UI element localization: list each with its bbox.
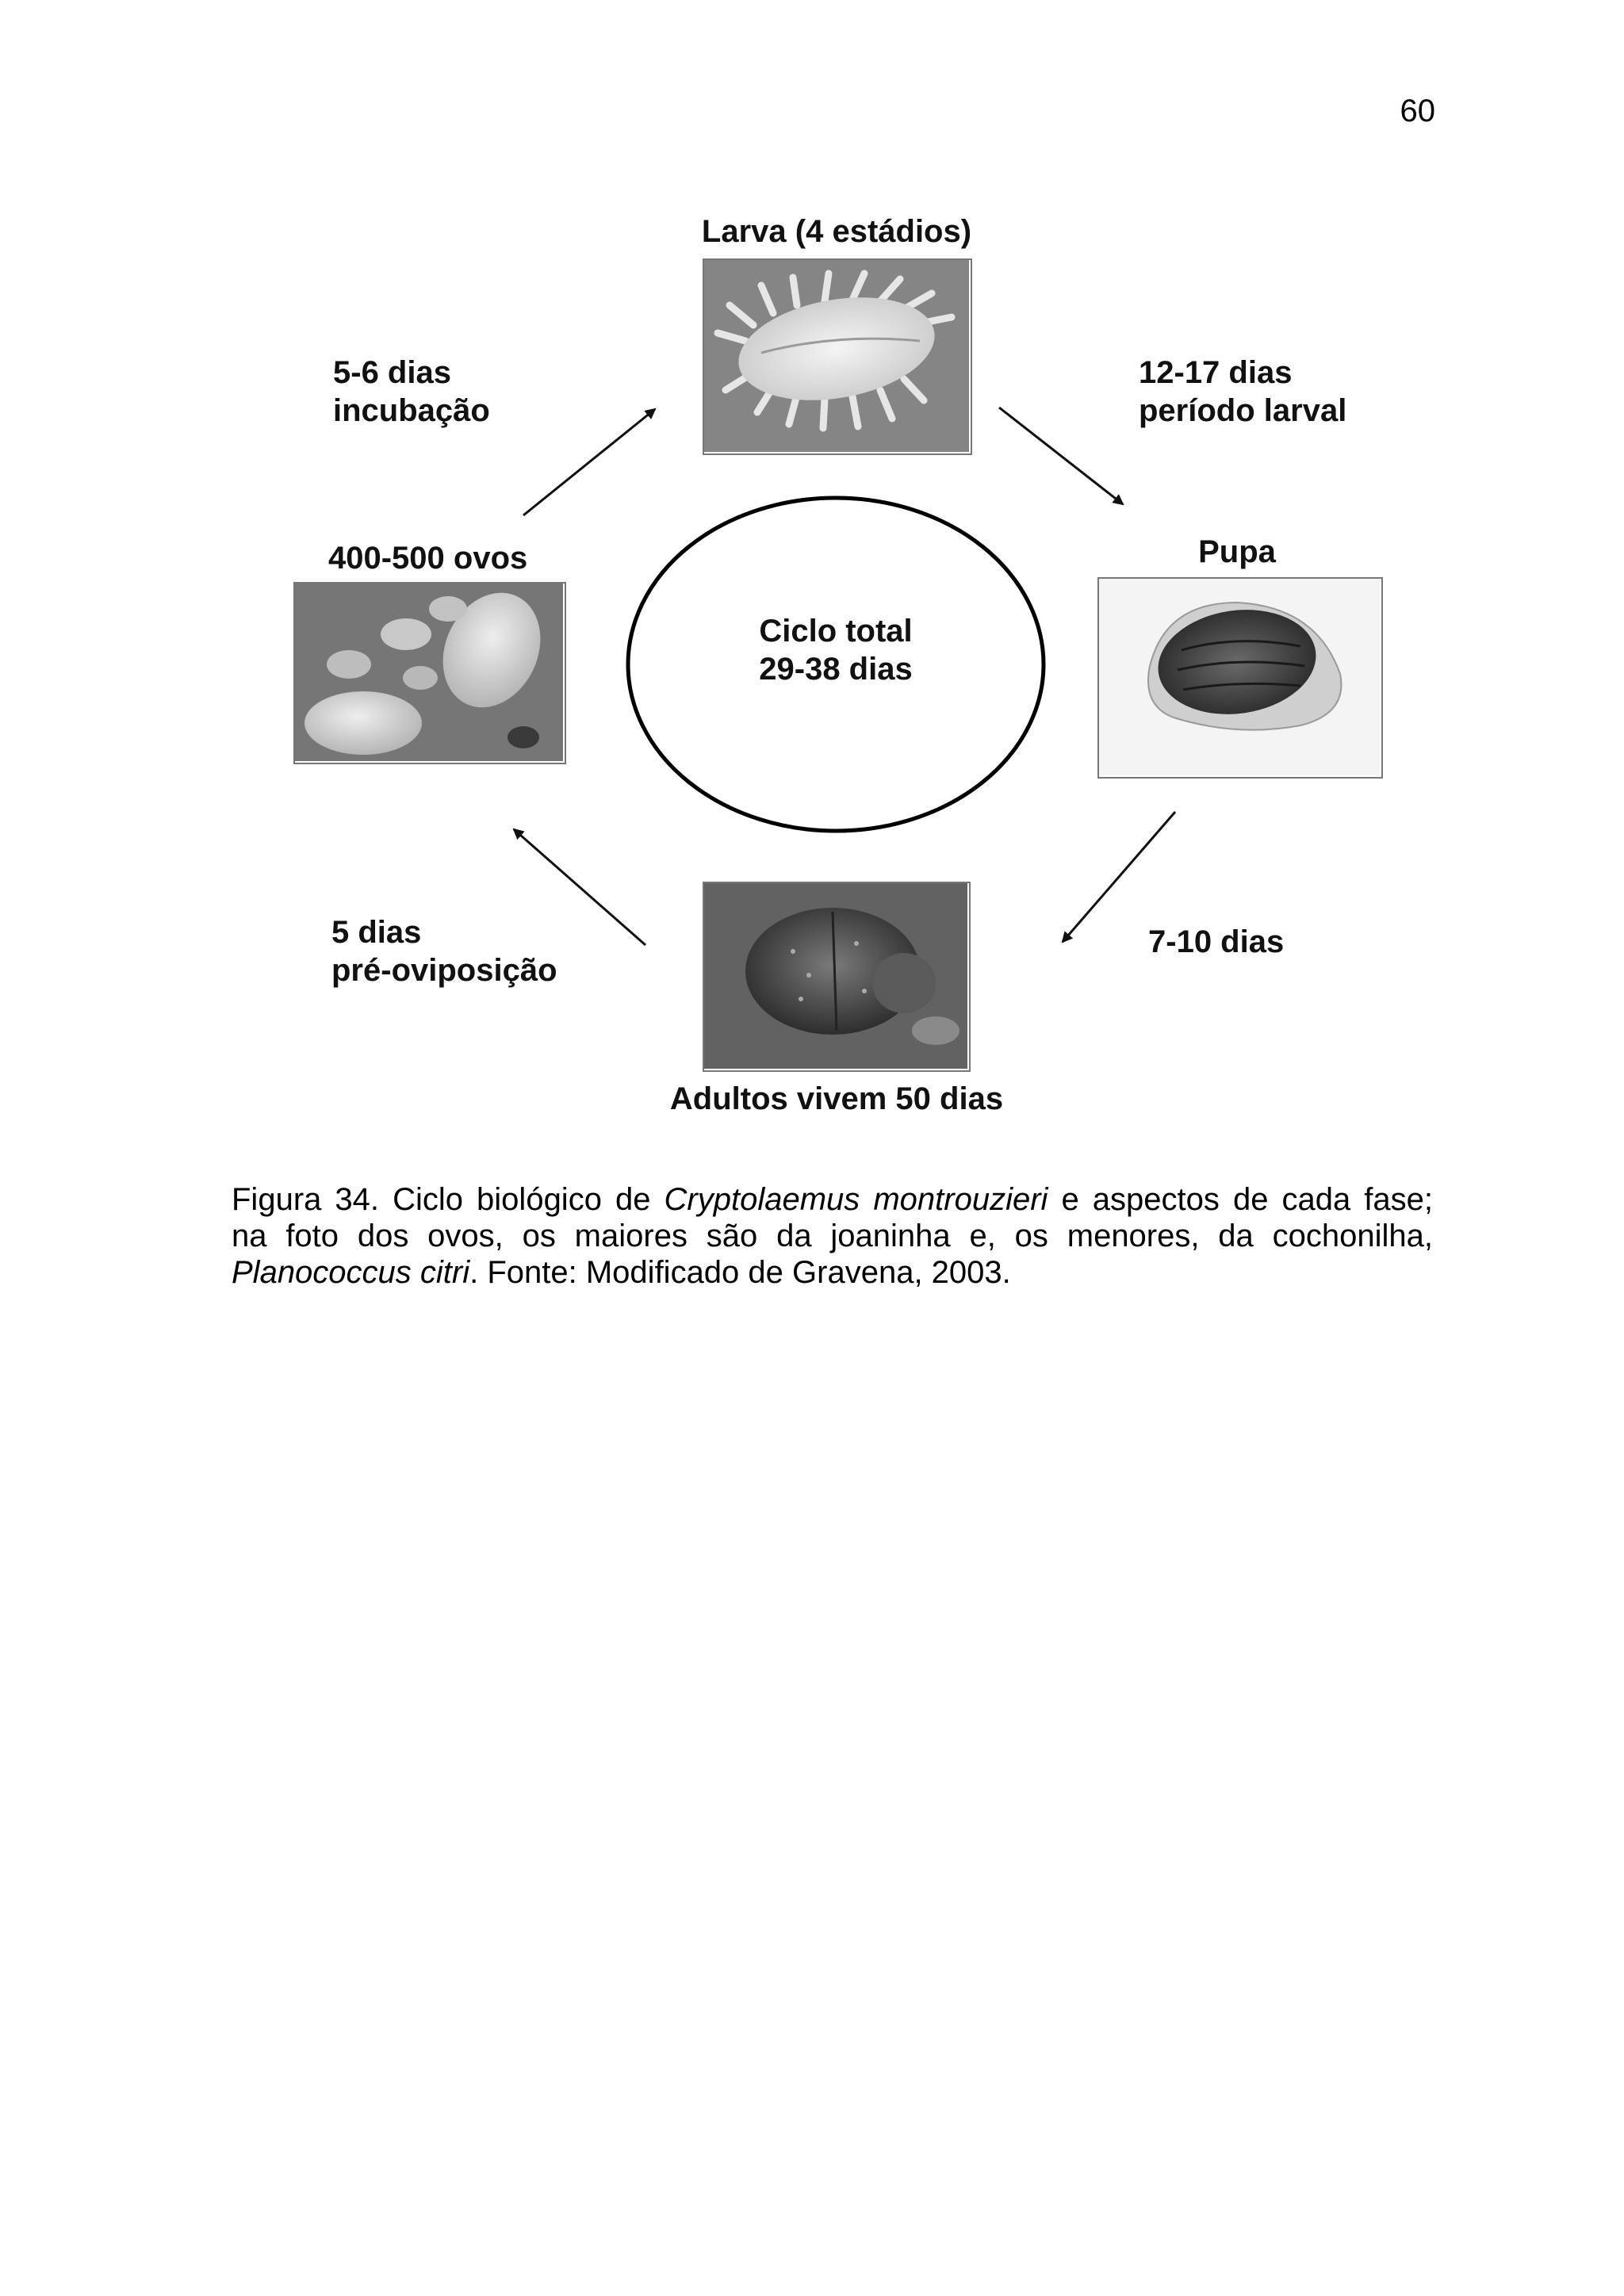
eggs-photo <box>293 582 566 764</box>
cycle-total-line1: Ciclo total <box>759 614 913 649</box>
larval-days: 12-17 dias <box>1139 355 1293 390</box>
incubation-days: 5-6 dias <box>333 355 451 390</box>
larval-label: período larval <box>1139 393 1347 428</box>
pupa-photo <box>1097 577 1383 779</box>
incubation-label: incubação <box>333 393 490 428</box>
larval-duration <box>1139 354 1346 430</box>
caption-text-1a: Figura 34. Ciclo biológico de <box>232 1182 665 1217</box>
pupal-duration <box>1148 923 1284 961</box>
incubation-duration <box>333 354 490 430</box>
adult-photo <box>703 882 971 1072</box>
eggs-stage-label: 400-500 ovos <box>328 541 528 576</box>
pupal-days: 7-10 dias <box>1148 924 1285 959</box>
caption-prey-species-name: Planococcus citri <box>232 1255 470 1290</box>
caption-text-1c: e aspectos de cada fase; <box>1048 1182 1433 1217</box>
arrow-eggs-to-larva <box>523 409 655 515</box>
caption-line-2: na foto dos ovos, os maiores são da joaninha e, os menores, da cochonilha, <box>232 1219 1433 1253</box>
cycle-total-label <box>717 612 955 688</box>
caption-source: . Fonte: Modificado de Gravena, 2003. <box>469 1255 1011 1290</box>
larva-photo <box>703 258 972 455</box>
adults-stage-label: Adultos vivem 50 dias <box>669 1081 1004 1116</box>
caption-line-1 <box>232 1181 1433 1218</box>
pupa-stage-label: Pupa <box>1198 534 1276 569</box>
preoviposition-label: pré-oviposição <box>331 953 557 988</box>
page-number: 60 <box>1400 94 1435 128</box>
larva-stage-label: Larva (4 estádios) <box>701 214 972 249</box>
preoviposition-days: 5 dias <box>331 915 422 950</box>
caption-line-3 <box>232 1254 1433 1291</box>
cycle-total-days: 29-38 dias <box>759 652 913 687</box>
arrow-larva-to-pupa <box>999 408 1123 504</box>
preoviposition-duration <box>331 913 557 989</box>
caption-species-name: Cryptolaemus montrouzieri <box>664 1182 1048 1217</box>
figure-caption <box>232 1181 1433 1291</box>
